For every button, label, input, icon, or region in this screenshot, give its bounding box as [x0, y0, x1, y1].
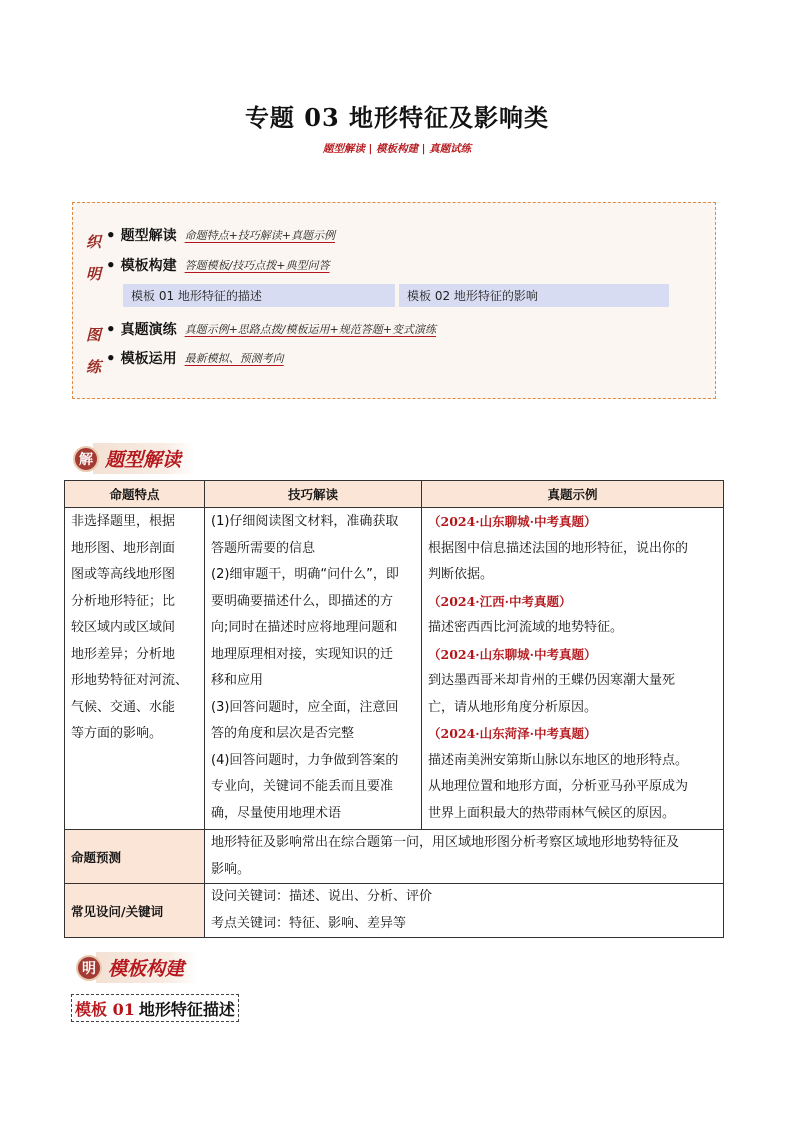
- side-char-2: 明: [86, 265, 102, 283]
- table-row: [65, 884, 724, 938]
- side-char-3: 图: [86, 326, 102, 344]
- bullet-icon: •: [106, 320, 116, 338]
- table-header-cell: 命题特点: [65, 481, 205, 508]
- template-link-01[interactable]: 模板 01 地形特征的描述: [123, 284, 395, 307]
- bullet-icon: •: [106, 256, 116, 274]
- side-char-1: 织: [86, 233, 102, 251]
- guide-item-practice[interactable]: [106, 319, 436, 339]
- template-link-02[interactable]: 模板 02 地形特征的影响: [399, 284, 669, 307]
- exam-source: （2024·山东聊城·中考真题）: [428, 646, 597, 662]
- section-badge-icon: 解: [73, 446, 99, 472]
- cell-line: 地理原理相对接，实现知识的迁: [211, 646, 394, 662]
- cell-line: 分析地形特征；比: [71, 593, 176, 609]
- table-header-cell: 真题示例: [422, 481, 724, 508]
- cell-line: 答题所需要的信息: [211, 540, 316, 556]
- exam-source: （2024·山东聊城·中考真题）: [428, 514, 597, 529]
- table-row: [65, 830, 724, 884]
- cell-line: 等方面的影响。: [71, 726, 163, 741]
- cell-line: 确，尽量使用地理术语: [211, 805, 342, 821]
- cell-line: (2)细审题干，明确“问什么”，即: [211, 567, 399, 582]
- bullet-icon: •: [106, 226, 116, 244]
- cell-line: 影响。: [211, 861, 251, 877]
- guide-item-description: 命题特点+技巧解读+真题示例: [184, 229, 336, 242]
- cell-line: 地形特征及影响常出在综合题第一问，用区域地形图分析考察区域地形地势特征及: [211, 835, 680, 850]
- cell-line: 到达墨西哥米却肯州的王蝶仍因寒潮大量死: [428, 673, 676, 688]
- cell-line: (4)回答问题时，力争做到答案的: [211, 752, 399, 768]
- template-01-heading: [71, 994, 239, 1022]
- row-label-prediction: 命题预测: [65, 830, 205, 884]
- cell-line: 要明确要描述什么，即描述的方: [211, 593, 394, 609]
- guide-item-description: 答题模板/技巧点拨+典型问答: [184, 259, 330, 272]
- guide-item-description: 最新模拟、预测考向: [184, 352, 284, 365]
- cell-line: 非选择题里，根据: [71, 514, 176, 529]
- guide-item-description: 真题示例+思路点拨/模板运用+规范答题+变式演练: [184, 323, 436, 336]
- table-cell-examples: [422, 508, 724, 830]
- navigation-guide-box: [72, 202, 716, 399]
- cell-line: 地形图、地形剖面: [71, 540, 176, 556]
- page-title: 专题 03 地形特征及影响类: [244, 103, 550, 132]
- cell-line: 较区域内或区域间: [71, 620, 176, 635]
- cell-line: 描述密西西比河流域的地势特征。: [428, 620, 624, 635]
- exam-source: （2024·山东菏泽·中考真题）: [428, 726, 597, 741]
- cell-line: 从地理位置和地形方面，分析亚马孙平原成为: [428, 779, 689, 794]
- guide-item-heading: 模板运用: [120, 351, 177, 367]
- cell-line: 图或等高线地形图: [71, 567, 176, 582]
- cell-line: (1)仔细阅读图文材料，准确获取: [211, 514, 399, 529]
- cell-line: 向;同时在描述时应将地理问题和: [211, 620, 398, 635]
- table-cell-keywords: [205, 884, 724, 938]
- template-title: 地形特征描述: [138, 999, 235, 1019]
- cell-line: 答的角度和层次是否完整: [211, 726, 355, 741]
- cell-line: 移和应用: [211, 673, 264, 688]
- side-char-4: 练: [86, 358, 102, 376]
- guide-item-heading: 模板构建: [120, 258, 177, 274]
- section-badge-icon: 明: [76, 955, 102, 981]
- table-cell-skills: [205, 508, 422, 830]
- page-subtitle: 题型解读 | 模板构建 | 真题试练: [322, 143, 472, 155]
- cell-line: 地形差异；分析地: [71, 646, 176, 662]
- table-header-row: [65, 481, 724, 508]
- cell-line: 世界上面积最大的热带雨林气候区的原因。: [428, 805, 676, 821]
- cell-line: 根据图中信息描述法国的地形特征，说出你的: [428, 540, 689, 556]
- cell-line: 形地势特征对河流、: [71, 673, 189, 688]
- guide-item-application[interactable]: [106, 348, 284, 368]
- cell-line: 设问关键词：描述、说出、分析、评价: [211, 889, 433, 904]
- section-heading-interpretation: [73, 443, 195, 474]
- exam-source: （2024·江西·中考真题）: [428, 593, 572, 609]
- guide-item-heading: 真题演练: [120, 322, 177, 338]
- cell-line: 描述南美洲安第斯山脉以东地区的地形特点。: [428, 752, 689, 768]
- cell-line: 气候、交通、水能: [71, 699, 176, 715]
- question-type-table: [64, 480, 724, 938]
- cell-line: 考点关键词：特征、影响、差异等: [211, 915, 407, 931]
- cell-line: (3)回答问题时，应全面，注意回: [211, 699, 399, 715]
- guide-item-heading: 题型解读: [120, 228, 177, 244]
- table-cell-features: [65, 508, 205, 830]
- cell-line: 专业向，关键词不能丢而且要准: [211, 779, 394, 794]
- cell-line: 亡，请从地形角度分析原因。: [428, 699, 598, 715]
- section-heading-template-build: [76, 952, 198, 983]
- section-heading-label: 题型解读: [93, 443, 195, 474]
- table-cell-prediction: [205, 830, 724, 884]
- guide-item-interpretation[interactable]: [106, 225, 335, 245]
- row-label-keywords: 常见设问/关键词: [65, 884, 205, 938]
- bullet-icon: •: [106, 349, 116, 367]
- template-number: 模板 01: [75, 999, 135, 1019]
- table-row: [65, 508, 724, 830]
- table-header-cell: 技巧解读: [205, 481, 422, 508]
- cell-line: 判断依据。: [428, 567, 494, 582]
- section-heading-label: 模板构建: [96, 952, 198, 983]
- guide-item-template-build[interactable]: [106, 255, 330, 275]
